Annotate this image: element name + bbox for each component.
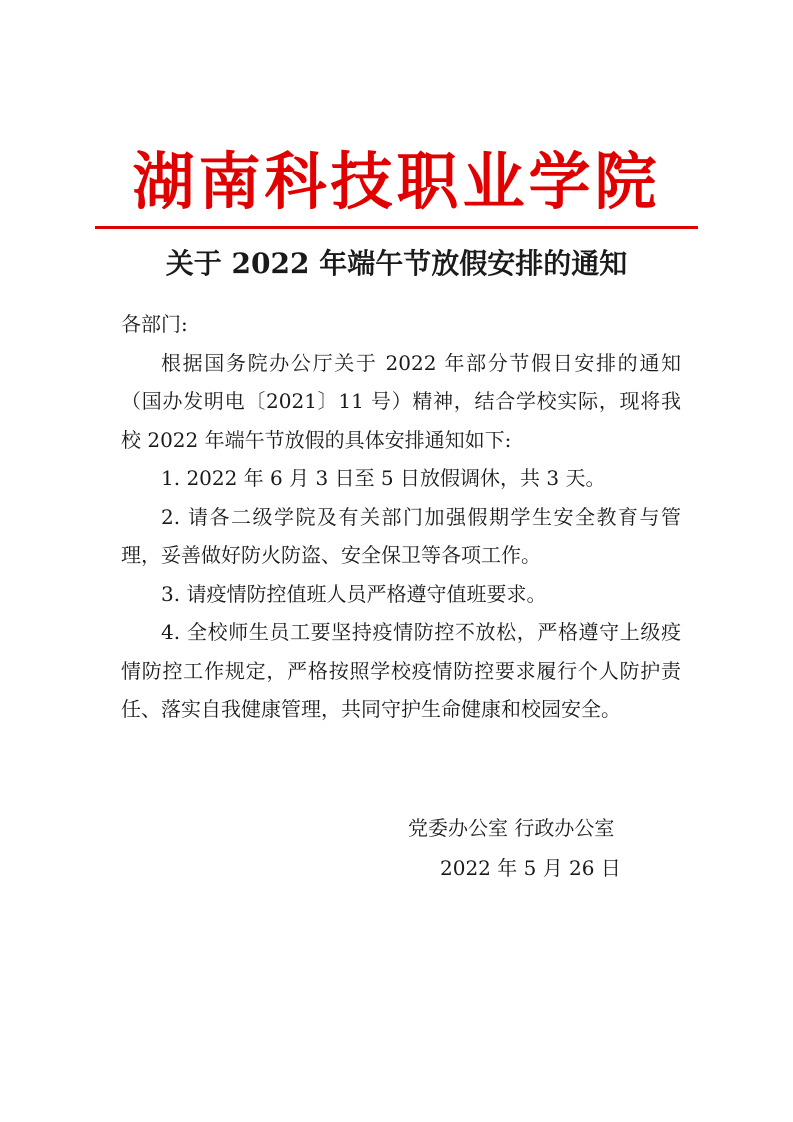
issuing-offices: 党委办公室 行政办公室 — [408, 816, 615, 840]
list-item: 4. 全校师生员工要坚持疫情防控不放松，严格遵守上级疫情防控工作规定，严格按照学校疫情防控要求履行个人防护责任、落实自我健康管理，共同守护生命健康和校园安全。 — [121, 620, 681, 721]
list-item: 1. 2022 年 6 月 3 日至 5 日放假调休，共 3 天。 — [161, 466, 606, 490]
notice-body — [121, 305, 681, 729]
list-item: 2. 请各二级学院及有关部门加强假期学生安全教育与管理，妥善做好防火防盗、安全保卫等各项工作。 — [121, 504, 681, 567]
notice-title: 关于 2022 年端午节放假安排的通知 — [165, 247, 628, 280]
list-item: 3. 请疫情防控值班人员严格遵守值班要求。 — [161, 581, 547, 606]
header-divider — [95, 226, 698, 229]
organization-header: 湖南科技职业学院 — [132, 145, 661, 218]
intro-paragraph: 根据国务院办公厅关于 2022 年部分节假日安排的通知（国办发明电〔2021〕11 号）精神，结合学校实际，现将我校 2022 年端午节放假的具体安排通知如下: — [121, 350, 681, 452]
signature-block — [408, 808, 688, 888]
issue-date: 2022 年 5 月 26 日 — [440, 856, 621, 880]
salutation: 各部门: — [121, 312, 188, 336]
